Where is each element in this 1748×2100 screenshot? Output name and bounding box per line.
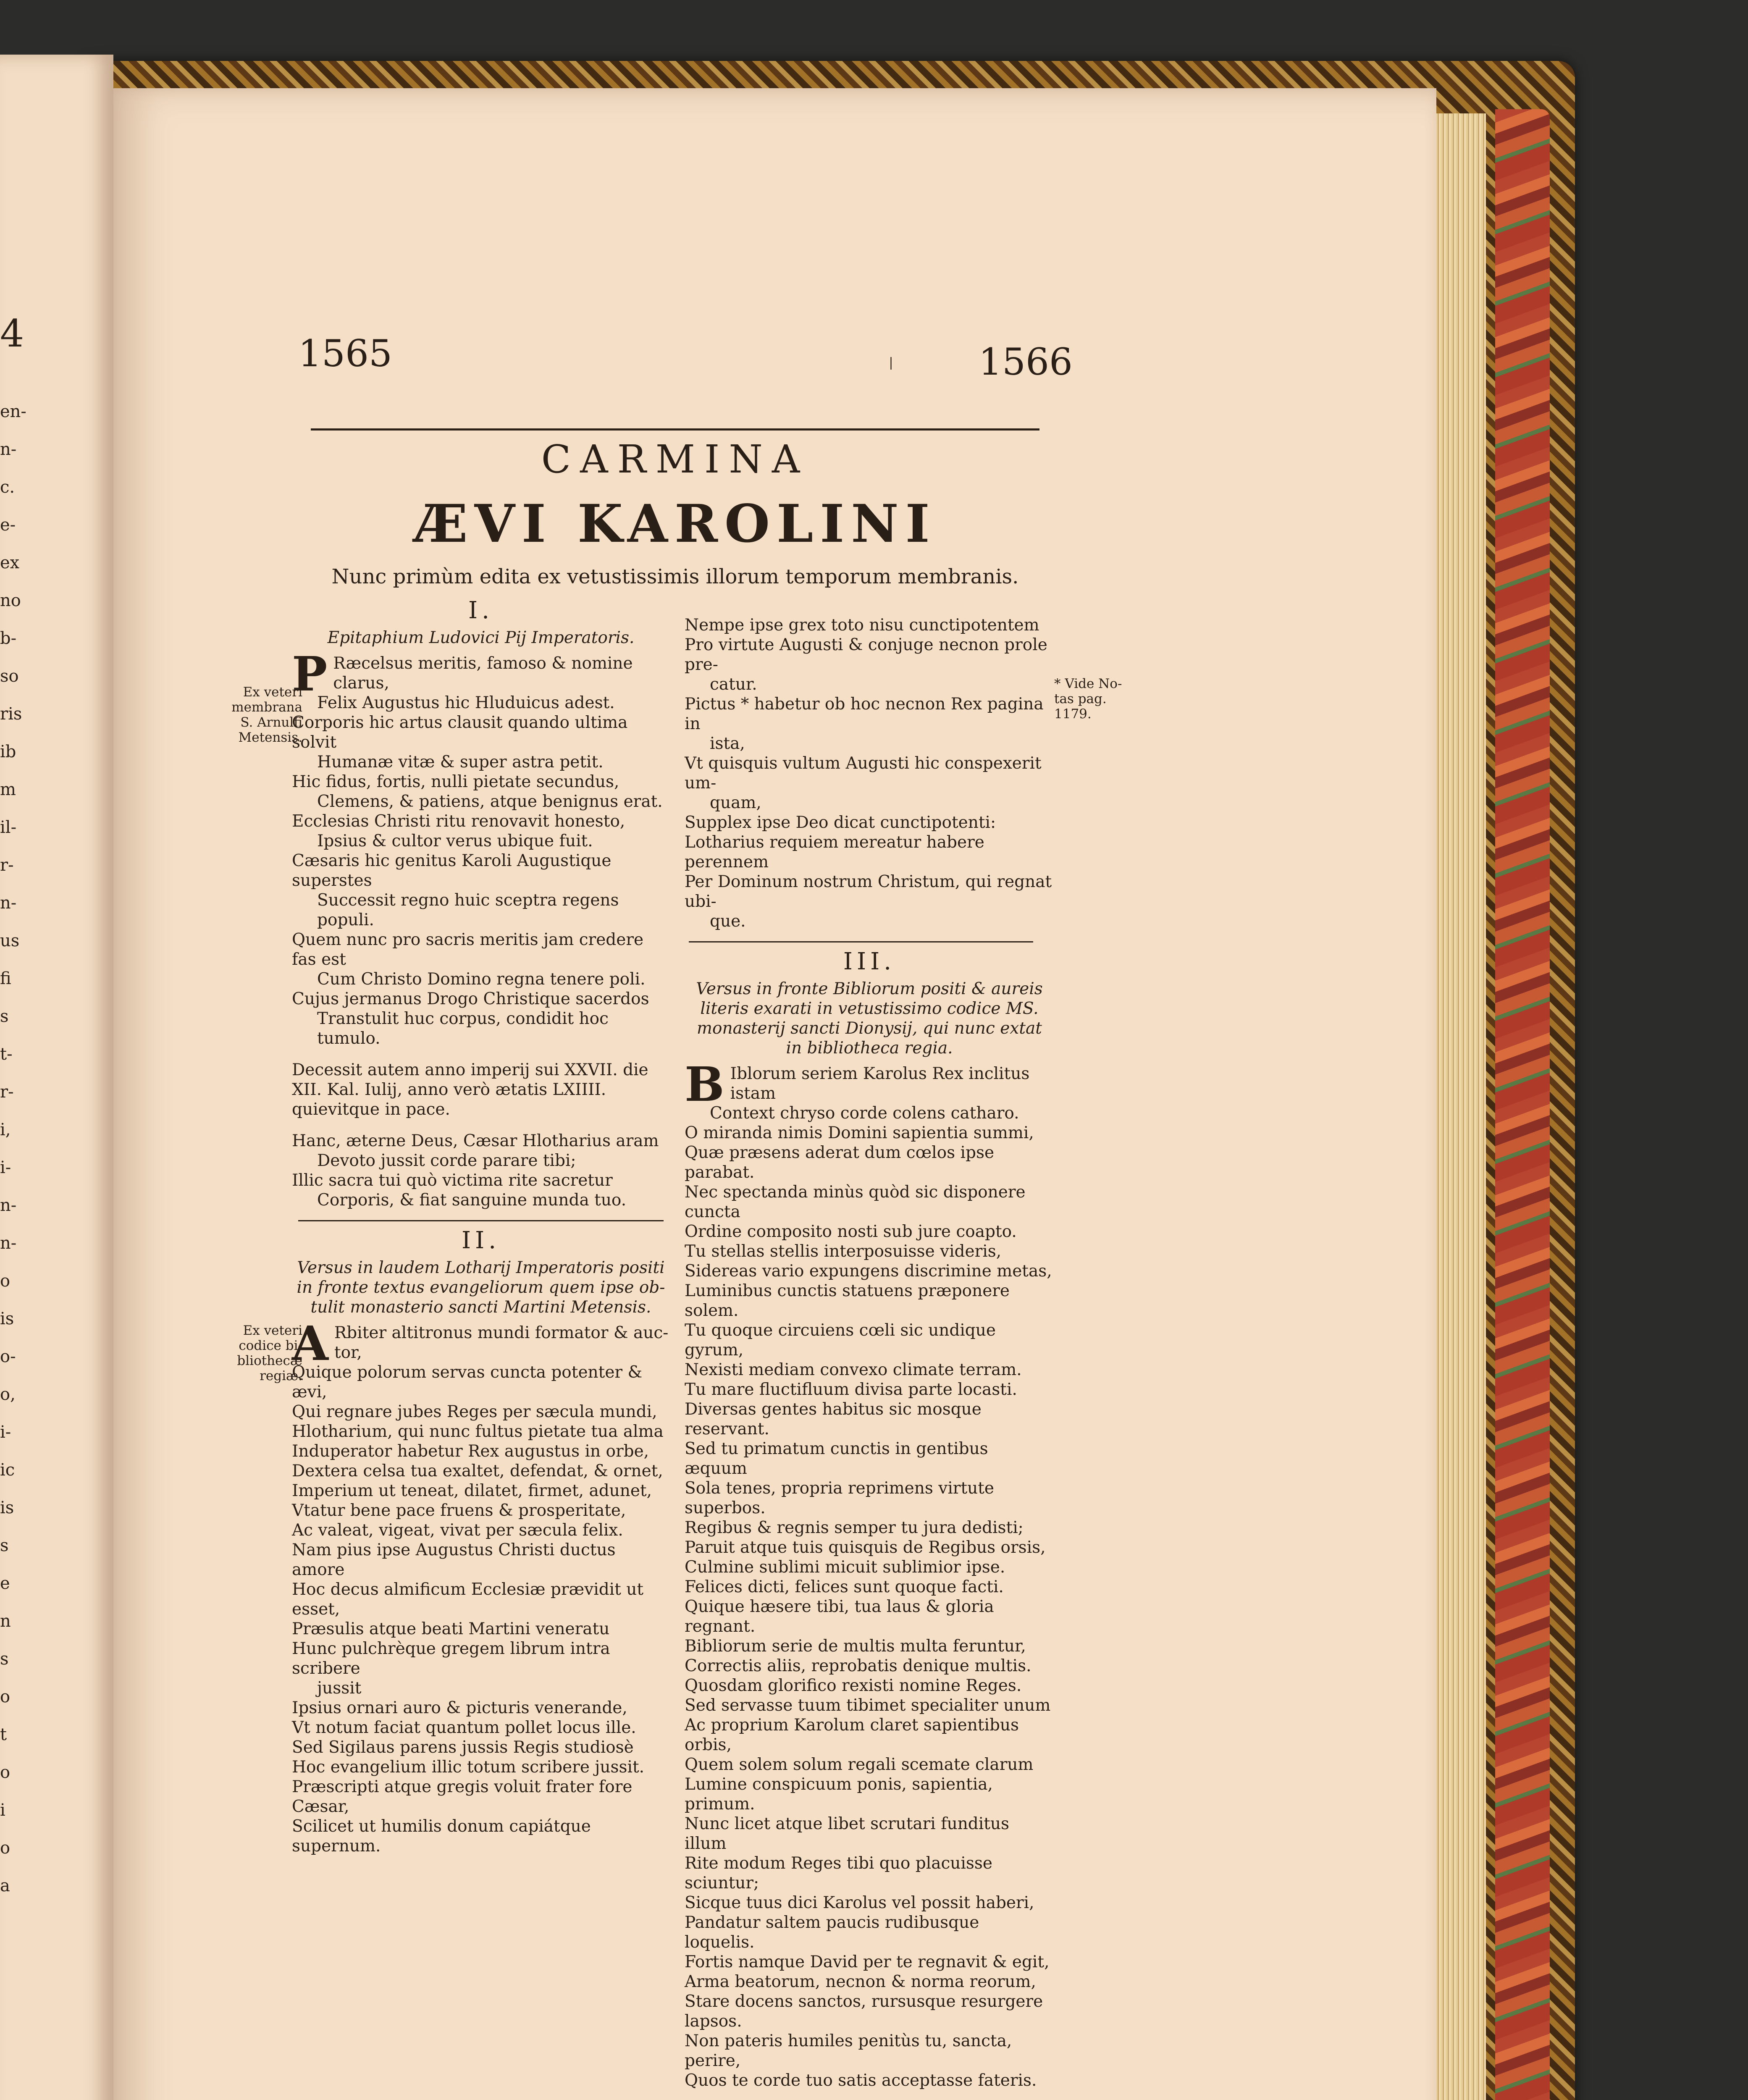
margin-note-line: membrana (231, 700, 302, 715)
gutter-mark (890, 357, 892, 370)
verse-line: Cæsaris hic genitus Karoli Augustique superstes (292, 851, 612, 890)
left-page-fragment: o (0, 1271, 10, 1291)
verse-line: Lumine conspicuum ponis, sapientia, primum. (685, 1775, 993, 1814)
left-page-fragment: o (0, 1687, 10, 1706)
left-page-fragment: a (0, 1876, 10, 1895)
verse-line: Rbiter altitronus mundi formator & auc- (334, 1323, 669, 1342)
verse-line: Nec spectanda minùs quòd sic disponere cuncta (685, 1183, 1026, 1221)
heading-line: in bibliotheca regia. (786, 1039, 953, 1058)
verse-line: Felix Augustus hic Hluduicus adest. (317, 693, 615, 712)
verse-line: catur. (710, 675, 757, 694)
verse-line: Præscripti atque gregis voluit frater fore Cæsar, (292, 1777, 633, 1816)
verse-line: Hlotharium, qui nunc fultus pietate tua alma (292, 1422, 664, 1441)
verse-line: Quæ præsens aderat dum cœlos ipse parabat. (685, 1143, 995, 1182)
dropcap-1: P (292, 647, 328, 702)
left-page-fragment: e- (0, 515, 16, 535)
left-page-fragment: en- (0, 402, 26, 421)
verse-line: Hoc decus almificum Ecclesiæ prævidit ut esset, (292, 1580, 643, 1619)
section-heading-2 (292, 1258, 670, 1317)
verse-line: que. (710, 912, 746, 931)
verse-line: Sed Sigilaus parens jussis Regis studiosè (292, 1738, 634, 1757)
verse-line: Dextera celsa tua exaltet, defendat, & ornet, (292, 1462, 663, 1480)
verse-line: Sed tu primatum cunctis in gentibus æquum (685, 1439, 988, 1478)
verse-line: Ac proprium Karolum claret sapientibus orbis, (685, 1716, 1019, 1754)
verse-line: Præsulis atque beati Martini veneratu (292, 1620, 610, 1638)
verse-line: Ræcelsus meritis, famoso & nomine clarus, (333, 654, 633, 693)
verse-line: Ipsius & cultor verus ubique fuit. (317, 832, 593, 850)
left-page-fragment: r- (0, 856, 14, 875)
left-page (0, 55, 113, 2100)
left-page-fragment: us (0, 931, 20, 950)
verse-line: Rite modum Reges tibi quo placuisse sciuntur; (685, 1854, 992, 1893)
section-number-2: II. (461, 1227, 501, 1254)
verse-line: Transtulit huc corpus, condidit hoc tumulo. (317, 1009, 609, 1048)
verse-line: Pandatur saltem paucis rudibusque loquelis. (685, 1913, 979, 1952)
poem-1b (292, 1131, 670, 1210)
title-line-1: CARMINA (541, 437, 809, 482)
verse-line: Lotharius requiem mereatur habere perennem (685, 833, 984, 872)
verse-line: Vtatur bene pace fruens & prosperitate, (292, 1501, 626, 1520)
heading-line: Versus in laudem Lotharij Imperatoris positi (297, 1258, 665, 1277)
poem-1 (292, 647, 670, 1048)
section-number-1: I. (468, 597, 493, 624)
header-rule (311, 428, 1039, 430)
margin-note-3 (1054, 676, 1142, 722)
verse-line: Tu quoque circuiens cœli sic undique gyrum, (685, 1321, 996, 1360)
left-page-fragment: i- (0, 1158, 11, 1177)
verse-line: Corporis hic artus clausit quando ultima solvit (292, 713, 628, 752)
left-page-fragment: 4 (0, 312, 24, 356)
left-page-fragment: so (0, 667, 19, 686)
verse-line: Per Dominum nostrum Christum, qui regnat ubi- (685, 872, 1052, 911)
heading-line: tulit monasterio sancti Martini Metensis. (310, 1298, 651, 1317)
margin-note-line: codice bi- (239, 1338, 302, 1353)
left-page-fragment: t- (0, 1045, 13, 1064)
verse-line: Pro virtute Augusti & conjuge necnon prole pre- (685, 635, 1047, 674)
left-page-fragment: t (0, 1725, 7, 1744)
verse-line: Cujus jermanus Drogo Christique sacerdos (292, 990, 649, 1008)
subtitle: Nunc primùm edita ex vetustissimis illorum temporum membranis. (331, 565, 1019, 588)
left-page-fragment: i (0, 1801, 5, 1820)
left-page-fragment: is (0, 1309, 14, 1328)
left-page-fragment: e (0, 1574, 10, 1593)
verse-line: Devoto jussit corde parare tibi; (317, 1151, 576, 1170)
poem-2 (292, 1316, 670, 1856)
left-page-fragment: r- (0, 1082, 14, 1102)
margin-note-1 (197, 685, 302, 745)
verse-line: Vt notum faciat quantum pollet locus ille. (292, 1718, 636, 1737)
left-page-fragment: s (0, 1649, 9, 1669)
page-edges (1434, 113, 1486, 2100)
verse-line: tor, (334, 1343, 362, 1362)
verse-line: Ac valeat, vigeat, vivat per sæcula felix. (292, 1521, 623, 1540)
left-page-fragment: is (0, 1498, 14, 1517)
page-number-right: 1566 (979, 340, 1073, 383)
heading-line: monasterij sancti Dionysij, qui nunc extat (697, 1019, 1042, 1038)
poem-3 (685, 1057, 1054, 2090)
margin-note-line: * Vide No- (1054, 676, 1122, 691)
margin-note-line: bliothecæ (237, 1353, 302, 1368)
verse-line: Nam pius ipse Augustus Christi ductus amore (292, 1541, 616, 1579)
verse-line: Stare docens sanctos, rursusque resurgere lapsos. (685, 1992, 1043, 2031)
verse-line: Quem solem solum regali scemate clarum (685, 1755, 1034, 1774)
verse-line: Quique hæsere tibi, tua laus & gloria regnant. (685, 1597, 994, 1636)
verse-line: Clemens, & patiens, atque benignus erat. (317, 792, 663, 811)
verse-line: Induperator habetur Rex augustus in orbe, (292, 1442, 649, 1461)
verse-line: Pictus * habetur ob hoc necnon Rex pagina in (685, 695, 1044, 733)
verse-line: quam, (710, 793, 761, 812)
verse-line: Successit regno huic sceptra regens populi. (317, 891, 619, 929)
verse-line: Luminibus cunctis statuens præponere solem. (685, 1281, 1010, 1320)
verse-line: Cum Christo Domino regna tenere poli. (317, 970, 646, 989)
right-column (685, 615, 1054, 2090)
right-page (113, 88, 1436, 2100)
verse-line: Qui regnare jubes Reges per sæcula mundi, (292, 1402, 657, 1421)
margin-note-line: Ex veteri (243, 685, 302, 700)
verse-line: Sed servasse tuum tibimet specialiter unum (685, 1696, 1051, 1715)
heading-line: literis exarati in vetustissimo codice MS. (700, 999, 1039, 1018)
left-page-fragment: i- (0, 1423, 11, 1442)
verse-line: Nunc licet atque libet scrutari funditus illum (685, 1814, 1010, 1853)
left-page-fragment: b- (0, 629, 17, 648)
verse-line: Non pateris humiles penitùs tu, sancta, perire, (685, 2032, 1012, 2070)
left-page-fragment: il- (0, 818, 17, 837)
left-page-fragment: ris (0, 704, 22, 724)
verse-line: Diversas gentes habitus sic mosque reservant. (685, 1400, 982, 1438)
margin-note-line: 1179. (1054, 706, 1092, 722)
verse-line: Illic sacra tui quò victima rite sacretur (292, 1171, 613, 1190)
verse-line: Quem nunc pro sacris meritis jam credere fas est (292, 930, 644, 969)
left-page-fragment: ib (0, 742, 16, 761)
left-page-fragment: o, (0, 1385, 16, 1404)
left-page-fragment: no (0, 591, 21, 610)
verse-line: Quique polorum servas cuncta potenter & ævi, (292, 1363, 643, 1402)
verse-line: Context chryso corde colens catharo. (710, 1104, 1019, 1123)
verse-line: Humanæ vitæ & super astra petit. (317, 753, 604, 772)
verse-line: Ipsius ornari auro & picturis venerande, (292, 1698, 627, 1717)
left-page-fragment: n- (0, 893, 17, 913)
verse-line: Regibus & regnis semper tu jura dedisti; (685, 1518, 1024, 1537)
verse-line: Paruit atque tuis quisquis de Regibus orsis, (685, 1538, 1046, 1557)
verse-line: Vt quisquis vultum Augusti hic conspexerit um- (685, 754, 1042, 793)
dropcap-3: B (685, 1057, 724, 1112)
verse-line: Quos te corde tuo satis acceptasse fateris. (685, 2071, 1037, 2090)
section-number-3: III. (843, 948, 896, 975)
page-number-left: 1565 (298, 332, 392, 375)
left-page-fragment: ex (0, 553, 20, 572)
verse-line: Corporis, & fiat sanguine munda tuo. (317, 1191, 627, 1210)
verse-line: Sicque tuus dici Karolus vel possit haberi, (685, 1893, 1034, 1912)
verse-line: Felices dicti, felices sunt quoque facti. (685, 1578, 1004, 1596)
verse-line: Scilicet ut humilis donum capiátque supernum. (292, 1817, 591, 1856)
margin-note-line: Ex veteri (243, 1323, 302, 1338)
verse-line: Tu stellas stellis interposuisse videris, (685, 1242, 1002, 1261)
left-page-fragment: fi (0, 969, 11, 988)
left-page-fragment: n- (0, 440, 17, 459)
verse-line: Ecclesias Christi ritu renovavit honesto, (292, 812, 625, 831)
margin-note-line: tas pag. (1054, 691, 1107, 706)
verse-line: Iblorum seriem Karolus Rex inclitus istam (730, 1064, 1030, 1103)
verse-line: jussit (317, 1679, 362, 1698)
section-heading-3 (685, 979, 1054, 1058)
verse-line: Arma beatorum, necnon & norma reorum, (685, 1972, 1036, 1991)
heading-line: Versus in fronte Bibliorum positi & aureis (696, 979, 1043, 998)
left-page-fragment: m (0, 780, 16, 799)
marbled-edge (1495, 109, 1550, 2100)
verse-line: Quosdam glorifico rexisti nomine Reges. (685, 1676, 1022, 1695)
verse-line: Nempe ipse grex toto nisu cunctipotentem (685, 616, 1039, 635)
left-page-fragment: n (0, 1612, 11, 1631)
left-page-fragment: o (0, 1838, 10, 1858)
verse-line: Tu mare fluctifluum divisa parte locasti. (685, 1380, 1017, 1399)
section-heading-1: Epitaphium Ludovici Pij Imperatoris. (327, 628, 635, 647)
left-page-fragment: n- (0, 1196, 17, 1215)
left-page-fragment: o- (0, 1347, 16, 1366)
margin-note-line: regiæ. (260, 1368, 302, 1383)
poem-2-continued (685, 615, 1054, 931)
margin-note-line: Metensis. (238, 730, 302, 745)
verse-line: O miranda nimis Domini sapientia summi, (685, 1124, 1034, 1142)
verse-line: Hoc evangelium illic totum scribere jussit. (292, 1758, 645, 1777)
verse-line: Hunc pulchrèque gregem librum intra scribere (292, 1639, 610, 1678)
margin-note-line: S. Arnulfi (240, 715, 302, 730)
section-rule (689, 941, 1033, 942)
verse-line: Ordine composito nosti sub jure coapto. (685, 1222, 1017, 1241)
verse-line: Correctis aliis, reprobatis denique multis. (685, 1656, 1031, 1675)
dropcap-2: A (292, 1316, 328, 1371)
left-page-fragment: c. (0, 478, 15, 497)
left-page-fragment: o (0, 1763, 10, 1782)
left-page-fragment: n- (0, 1234, 17, 1253)
verse-line: Nexisti mediam convexo climate terram. (685, 1360, 1022, 1379)
left-page-fragment: i, (0, 1120, 11, 1139)
verse-line: Fortis namque David per te regnavit & egit, (685, 1953, 1050, 1971)
margin-note-2 (197, 1323, 302, 1383)
verse-line: Bibliorum serie de multis multa feruntur, (685, 1637, 1026, 1656)
verse-line: Hanc, æterne Deus, Cæsar Hlotharius aram (292, 1131, 659, 1150)
left-page-fragment: ic (0, 1460, 15, 1480)
verse-line: Supplex ipse Deo dicat cunctipotenti: (685, 813, 996, 832)
left-page-fragment: s (0, 1007, 9, 1026)
verse-line: Culmine sublimi micuit sublimior ipse. (685, 1558, 1005, 1577)
verse-line: Sola tenes, propria reprimens virtute superbos. (685, 1479, 994, 1517)
left-page-fragment: s (0, 1536, 9, 1555)
verse-line: Hic fidus, fortis, nulli pietate secundus, (292, 772, 619, 791)
heading-line: in fronte textus evangeliorum quem ipse ob- (297, 1278, 665, 1297)
verse-line: Imperium ut teneat, dilatet, firmet, adunet, (292, 1481, 652, 1500)
verse-line: ista, (710, 734, 745, 753)
verse-line: Sidereas vario expungens discrimine metas, (685, 1262, 1052, 1281)
prose-1: Decessit autem anno imperij sui XXVII. die XII. Kal. Iulij, anno verò ætatis LXIIII. quievitque in pace. (292, 1060, 648, 1119)
section-rule (298, 1220, 664, 1221)
title-line-2: ÆVI KAROLINI (414, 494, 937, 554)
left-column (292, 597, 670, 1856)
